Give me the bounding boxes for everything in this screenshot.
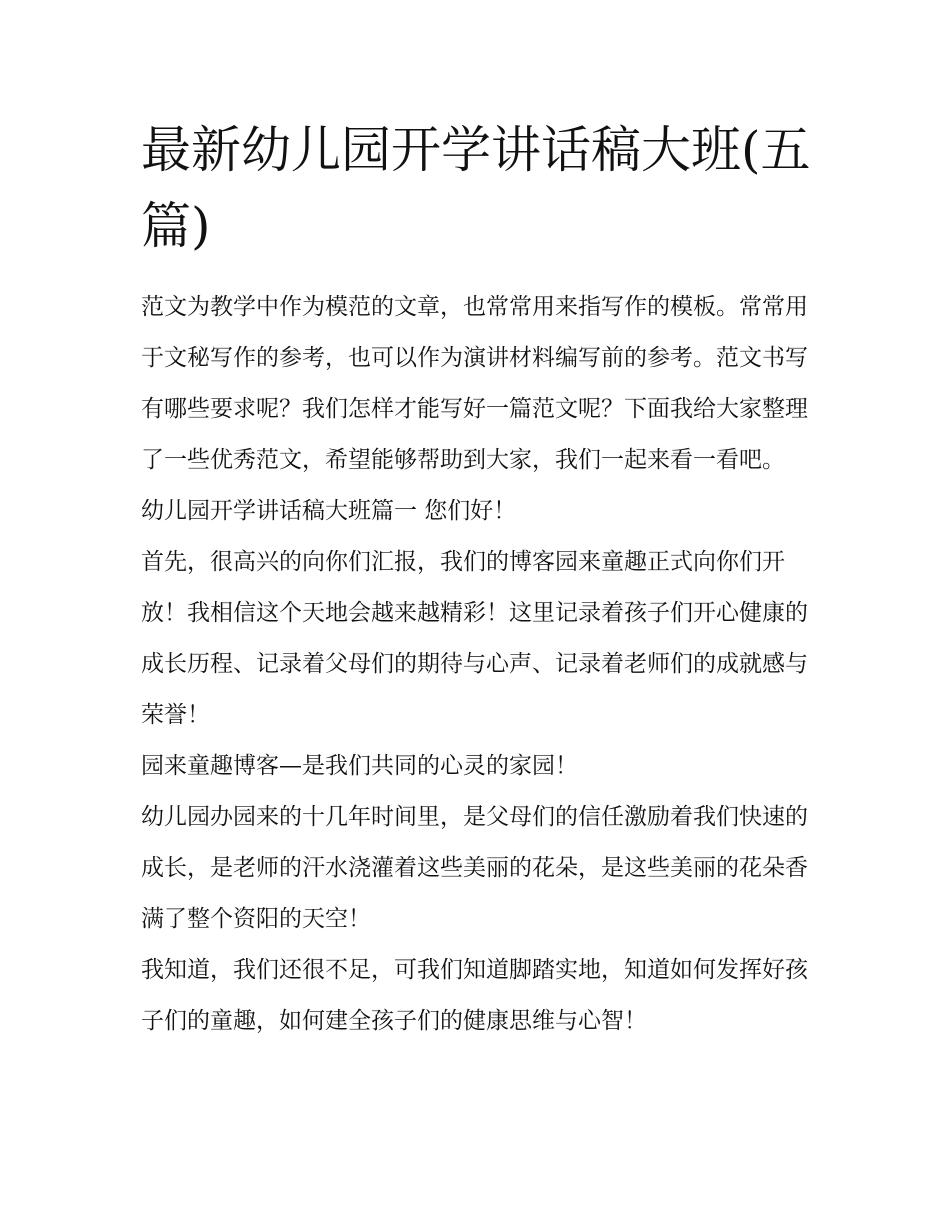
document-title: 最新幼儿园开学讲话稿大班(五篇) [141, 121, 811, 255]
paragraph-section-heading: 幼儿园开学讲话稿大班篇一 您们好！ [141, 498, 517, 524]
paragraph-history: 幼儿园办园来的十几年时间里，是父母们的信任激励着我们快速的成长，是老师的汗水浇灌着这些美丽的花朵，是这些美丽的花朵香满了整个资阳的天空！ [141, 804, 808, 932]
document-body [141, 282, 813, 1047]
paragraph-blog-announcement: 首先，很高兴的向你们汇报，我们的博客园来童趣正式向你们开放！我相信这个天地会越来越精彩！这里记录着孩子们开心健康的成长历程、记录着父母们的期待与心声、记录着老师们的成就感与荣誉！ [141, 549, 808, 728]
paragraph-commitment: 我知道，我们还很不足，可我们知道脚踏实地，知道如何发挥好孩子们的童趣，如何建全孩子们的健康思维与心智！ [141, 957, 808, 1034]
document-content [141, 112, 813, 1047]
paragraph-intro: 范文为教学中作为模范的文章，也常常用来指写作的模板。常常用于文秘写作的参考，也可以作为演讲材料编写前的参考。范文书写有哪些要求呢？我们怎样才能写好一篇范文呢？下面我给大家整理了一些优秀范文，希望能够帮助到大家，我们一起来看一看吧。 [141, 294, 808, 473]
paragraph-blog-home: 园来童趣博客—是我们共同的心灵的家园！ [141, 753, 578, 779]
